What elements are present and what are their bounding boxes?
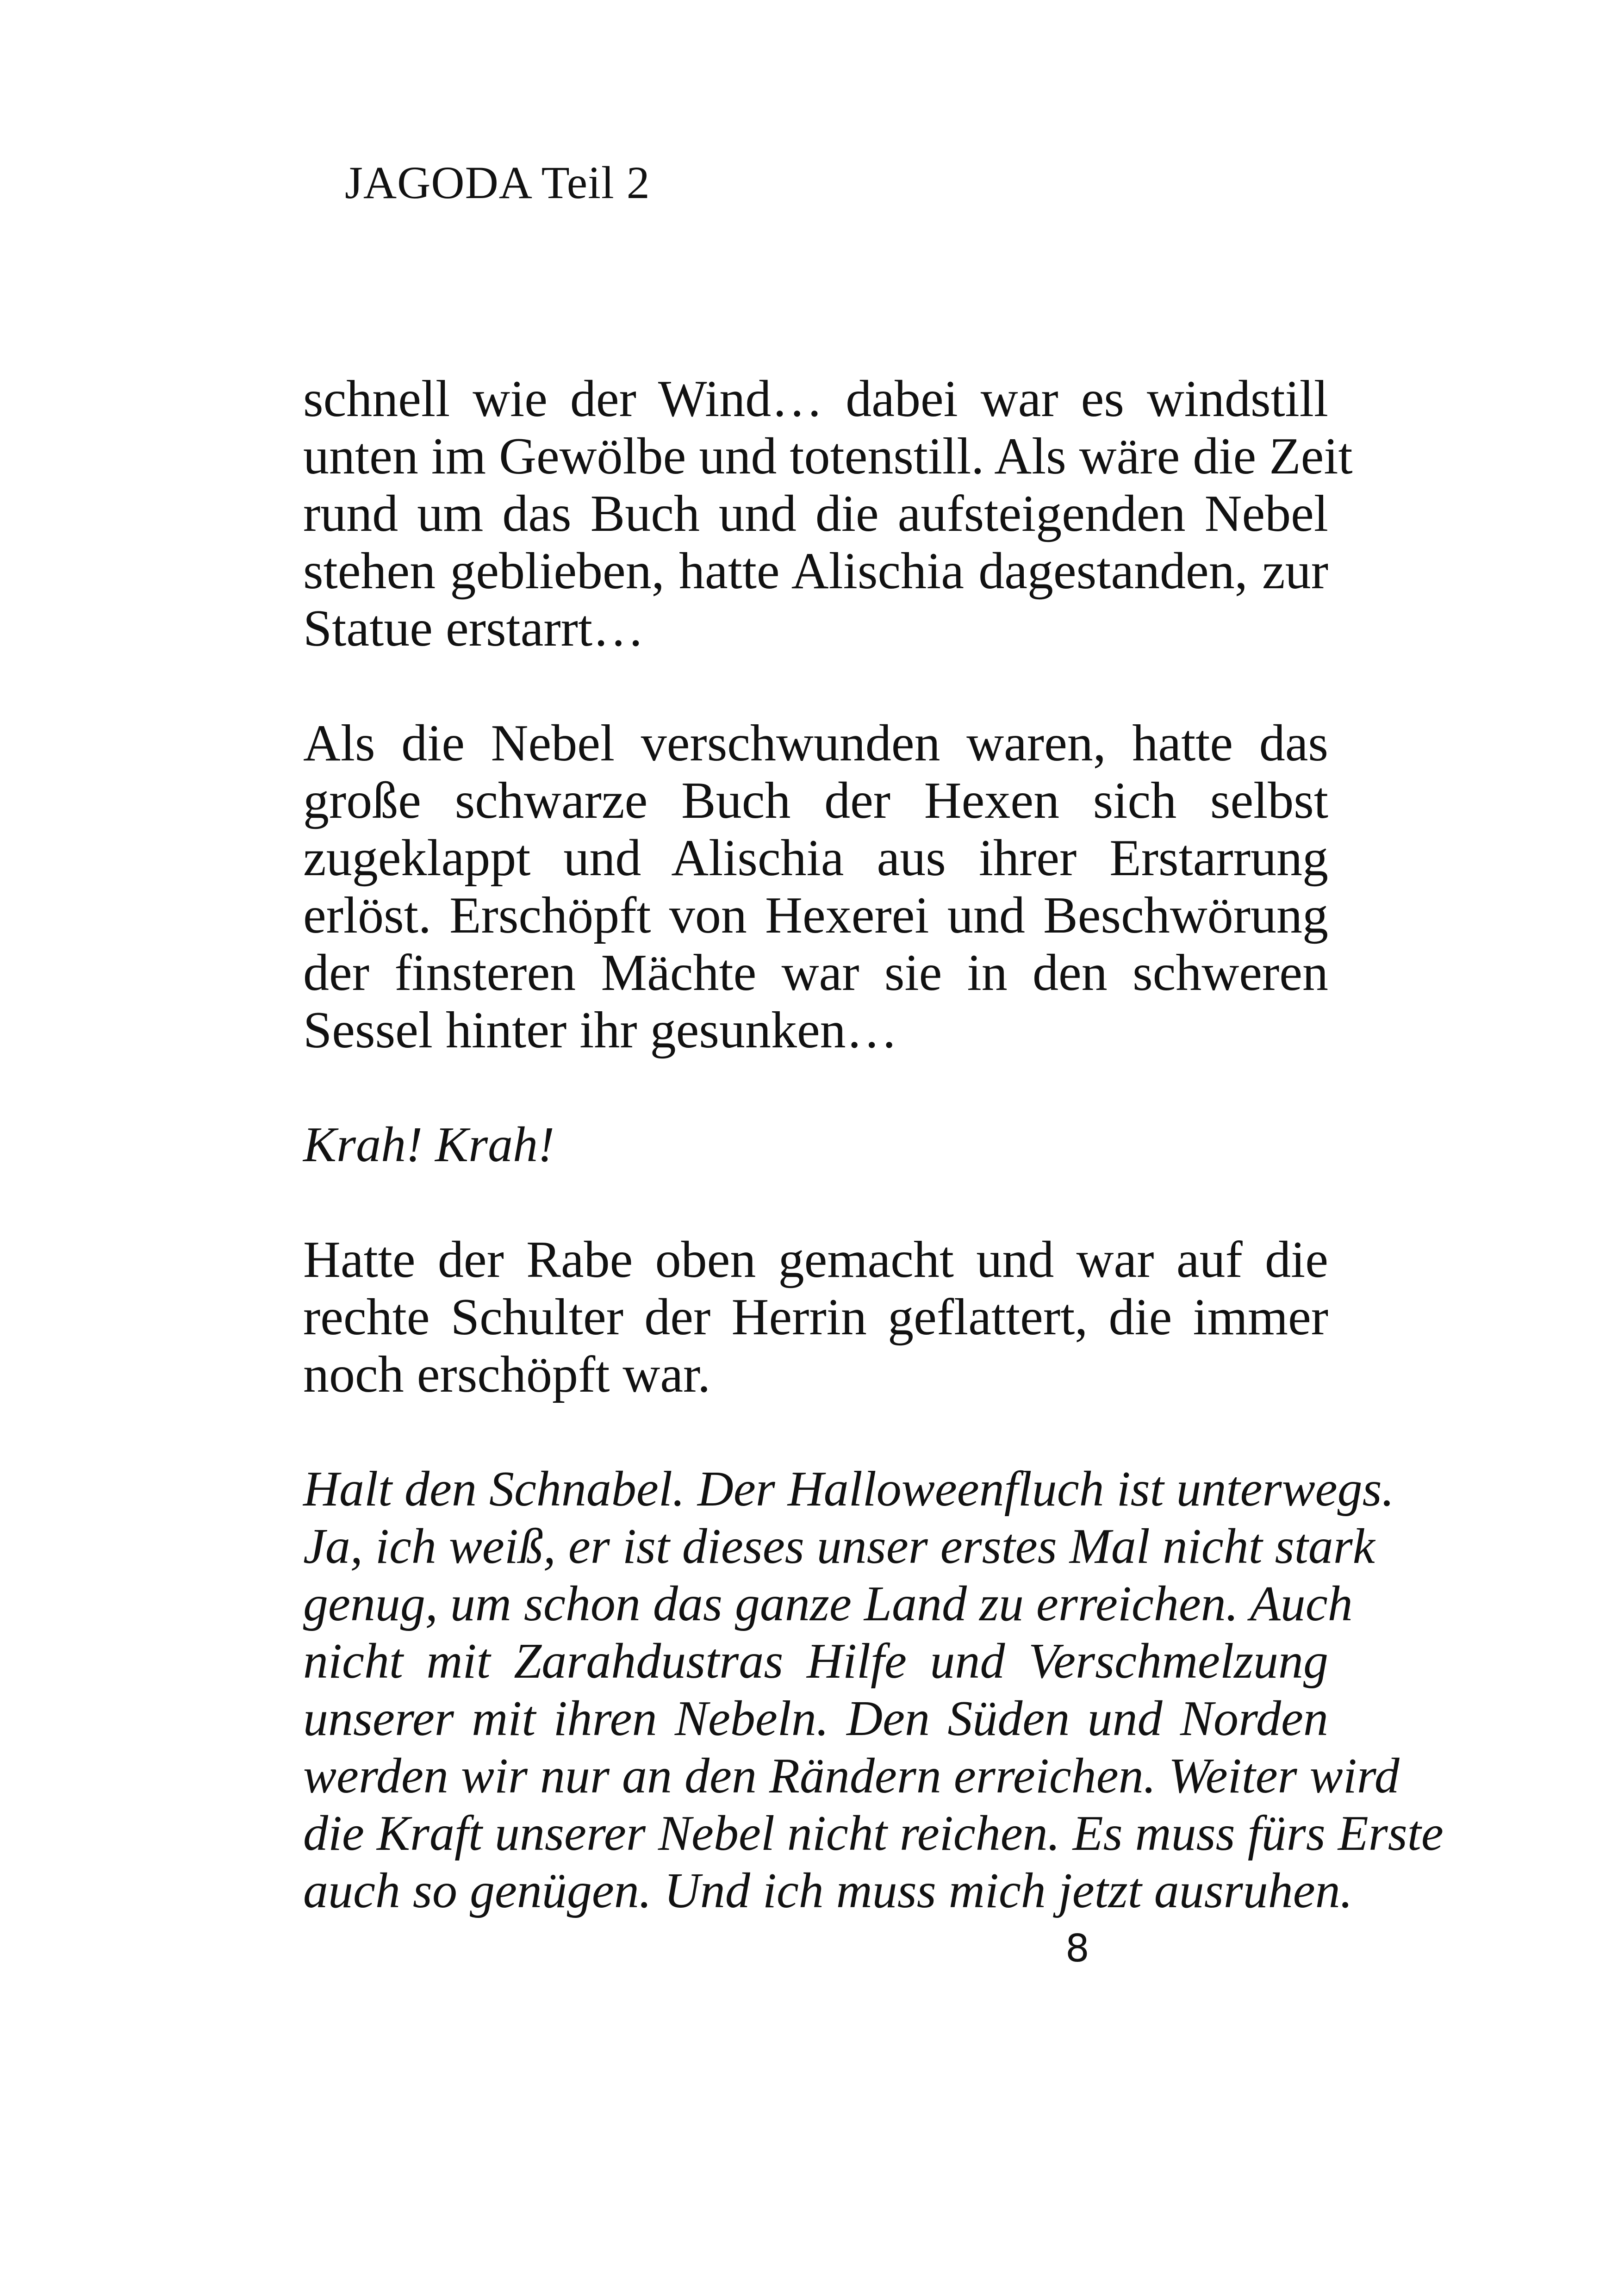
- text-line: auch so genügen. Und ich muss mich jetzt ausruhen.: [303, 1863, 1353, 1918]
- text-line: Sessel hinter ihr gesunken…: [303, 1002, 898, 1059]
- text-line: die Kraft unserer Nebel nicht reichen. Es muss fürs Erste: [303, 1806, 1444, 1861]
- paragraph-3-raven-call: [303, 1116, 1328, 1174]
- text-line: werden wir nur an den Rändern erreichen. Weiter wird: [303, 1748, 1400, 1804]
- running-header-title: JAGODA Teil 2: [345, 157, 650, 208]
- text-line: Statue erstarrt…: [303, 600, 645, 657]
- text-line: zugeklappt und Alischia aus ihrer Erstarrung: [303, 829, 1328, 887]
- text-line: rund um das Buch und die aufsteigenden Nebel: [303, 485, 1328, 542]
- text-line: rechte Schulter der Herrin geflattert, die immer: [303, 1288, 1328, 1346]
- paragraph-4: [303, 1231, 1328, 1403]
- text-line: Hatte der Rabe oben gemacht und war auf die: [303, 1231, 1328, 1288]
- paragraph-5-inner-speech: [303, 1461, 1444, 1920]
- text-line: unten im Gewölbe und totenstill. Als wäre die Zeit: [303, 428, 1353, 485]
- page-number: 8: [1065, 1927, 1090, 1971]
- text-line: schnell wie der Wind… dabei war es windstill: [303, 370, 1328, 428]
- text-line: unserer mit ihren Nebeln. Den Süden und Norden: [303, 1691, 1328, 1746]
- text-line: Ja, ich weiß, er ist dieses unser erstes Mal nicht stark: [303, 1519, 1375, 1574]
- paragraph-1: [303, 370, 1353, 657]
- text-line: Als die Nebel verschwunden waren, hatte das: [303, 715, 1328, 772]
- text-line: erlöst. Erschöpft von Hexerei und Beschwörung: [303, 887, 1328, 944]
- text-line: stehen geblieben, hatte Alischia dagestanden, zur: [303, 542, 1328, 600]
- text-line: noch erschöpft war.: [303, 1346, 711, 1403]
- text-line: Krah! Krah!: [303, 1117, 555, 1172]
- paragraph-2: [303, 715, 1328, 1059]
- text-line: große schwarze Buch der Hexen sich selbst: [303, 772, 1328, 829]
- text-line: Halt den Schnabel. Der Halloweenfluch ist unterwegs.: [303, 1462, 1394, 1517]
- text-line: nicht mit Zarahdustras Hilfe und Verschmelzung: [303, 1634, 1328, 1689]
- body-text: [303, 370, 1444, 1977]
- text-line: der finsteren Mächte war sie in den schweren: [303, 944, 1328, 1002]
- text-line: genug, um schon das ganze Land zu erreichen. Auch: [303, 1576, 1353, 1631]
